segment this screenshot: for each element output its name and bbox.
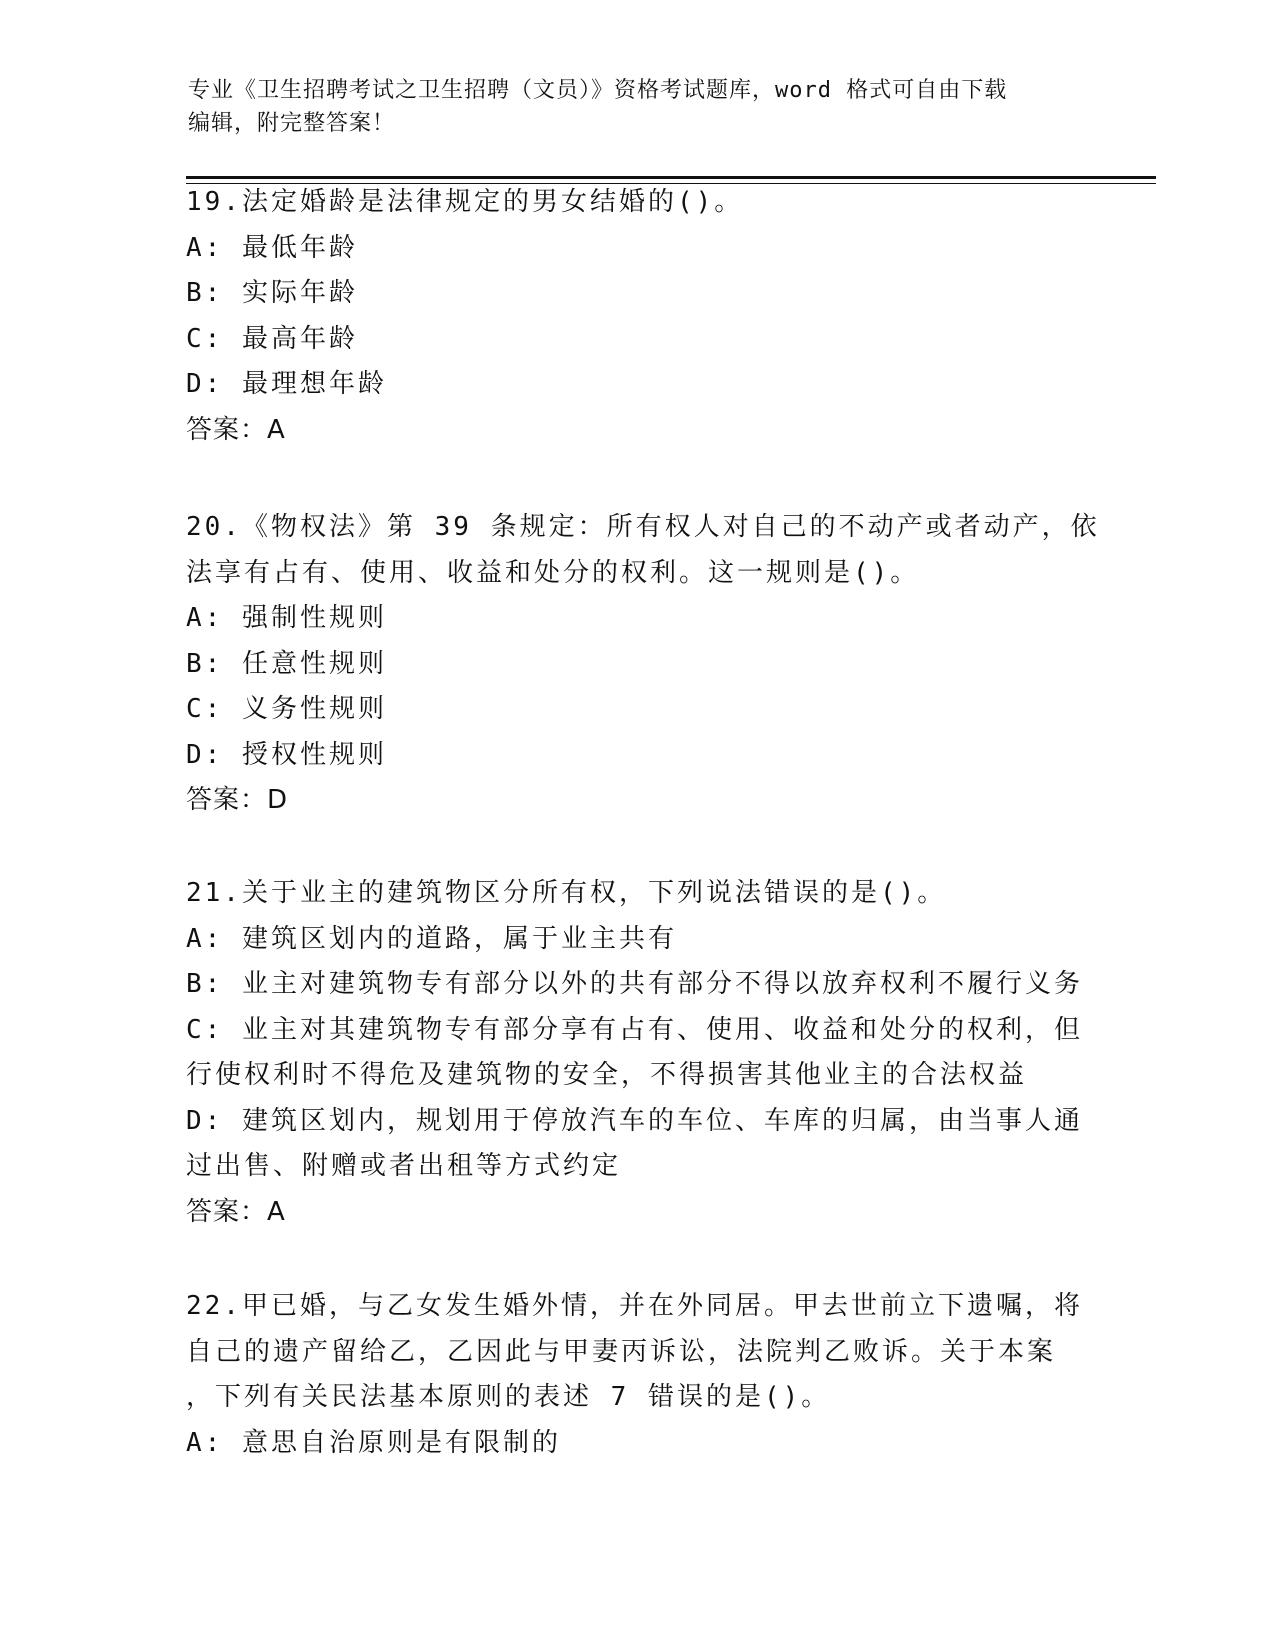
question-text: 19.法定婚龄是法律规定的男女结婚的()。 — [186, 187, 744, 217]
answer: 答案：D — [186, 785, 289, 815]
question-22 — [186, 1284, 1086, 1466]
question-text: 22.甲已婚，与乙女发生婚外情，并在外同居。甲去世前立下遗嘱，将 — [186, 1291, 1083, 1321]
answer: 答案：A — [186, 1196, 286, 1227]
option-d: D: 最理想年龄 — [186, 369, 387, 399]
question-text: 法享有占有、使用、收益和处分的权利。这一规则是()。 — [186, 557, 920, 588]
question-21 — [186, 871, 1086, 1235]
question-text: 21.关于业主的建筑物区分所有权，下列说法错误的是()。 — [186, 878, 947, 908]
option-c: C: 业主对其建筑物专有部分享有占有、使用、收益和处分的权利，但 — [186, 1014, 1083, 1045]
option-d-continued: 过出售、附赠或者出租等方式约定 — [186, 1151, 622, 1181]
question-text: 20.《物权法》第 39 条规定：所有权人对自己的不动产或者动产，依 — [186, 512, 1100, 542]
question-19 — [186, 180, 1086, 453]
question-text: ，下列有关民法基本原则的表述 7 错误的是()。 — [186, 1382, 831, 1412]
header-divider-thick — [186, 176, 1156, 179]
option-a: A: 建筑区划内的道路，属于业主共有 — [186, 923, 677, 954]
option-c: C: 最高年龄 — [186, 323, 358, 354]
option-d: D: 建筑区划内，规划用于停放汽车的车位、车库的归属，由当事人通 — [186, 1105, 1083, 1136]
header-line-2: 编辑，附完整答案！ — [188, 111, 396, 136]
option-b: B: 业主对建筑物专有部分以外的共有部分不得以放弃权利不履行义务 — [186, 969, 1083, 999]
option-a: A: 意思自治原则是有限制的 — [186, 1427, 561, 1458]
option-a: A: 最低年龄 — [186, 232, 358, 263]
header-line-1: 专业《卫生招聘考试之卫生招聘（文员）》资格考试题库，word 格式可自由下载 — [188, 78, 1008, 103]
option-c: C: 义务性规则 — [186, 694, 387, 724]
document-header — [188, 74, 1068, 140]
option-a: A: 强制性规则 — [186, 603, 387, 633]
option-b: B: 任意性规则 — [186, 648, 387, 679]
question-20 — [186, 505, 1100, 824]
answer: 答案：A — [186, 414, 286, 445]
option-d: D: 授权性规则 — [186, 739, 387, 770]
question-text: 自己的遗产留给乙，乙因此与甲妻丙诉讼，法院判乙败诉。关于本案 — [186, 1336, 1057, 1367]
option-c-continued: 行使权利时不得危及建筑物的安全，不得损害其他业主的合法权益 — [186, 1060, 1028, 1090]
option-b: B: 实际年龄 — [186, 278, 358, 308]
